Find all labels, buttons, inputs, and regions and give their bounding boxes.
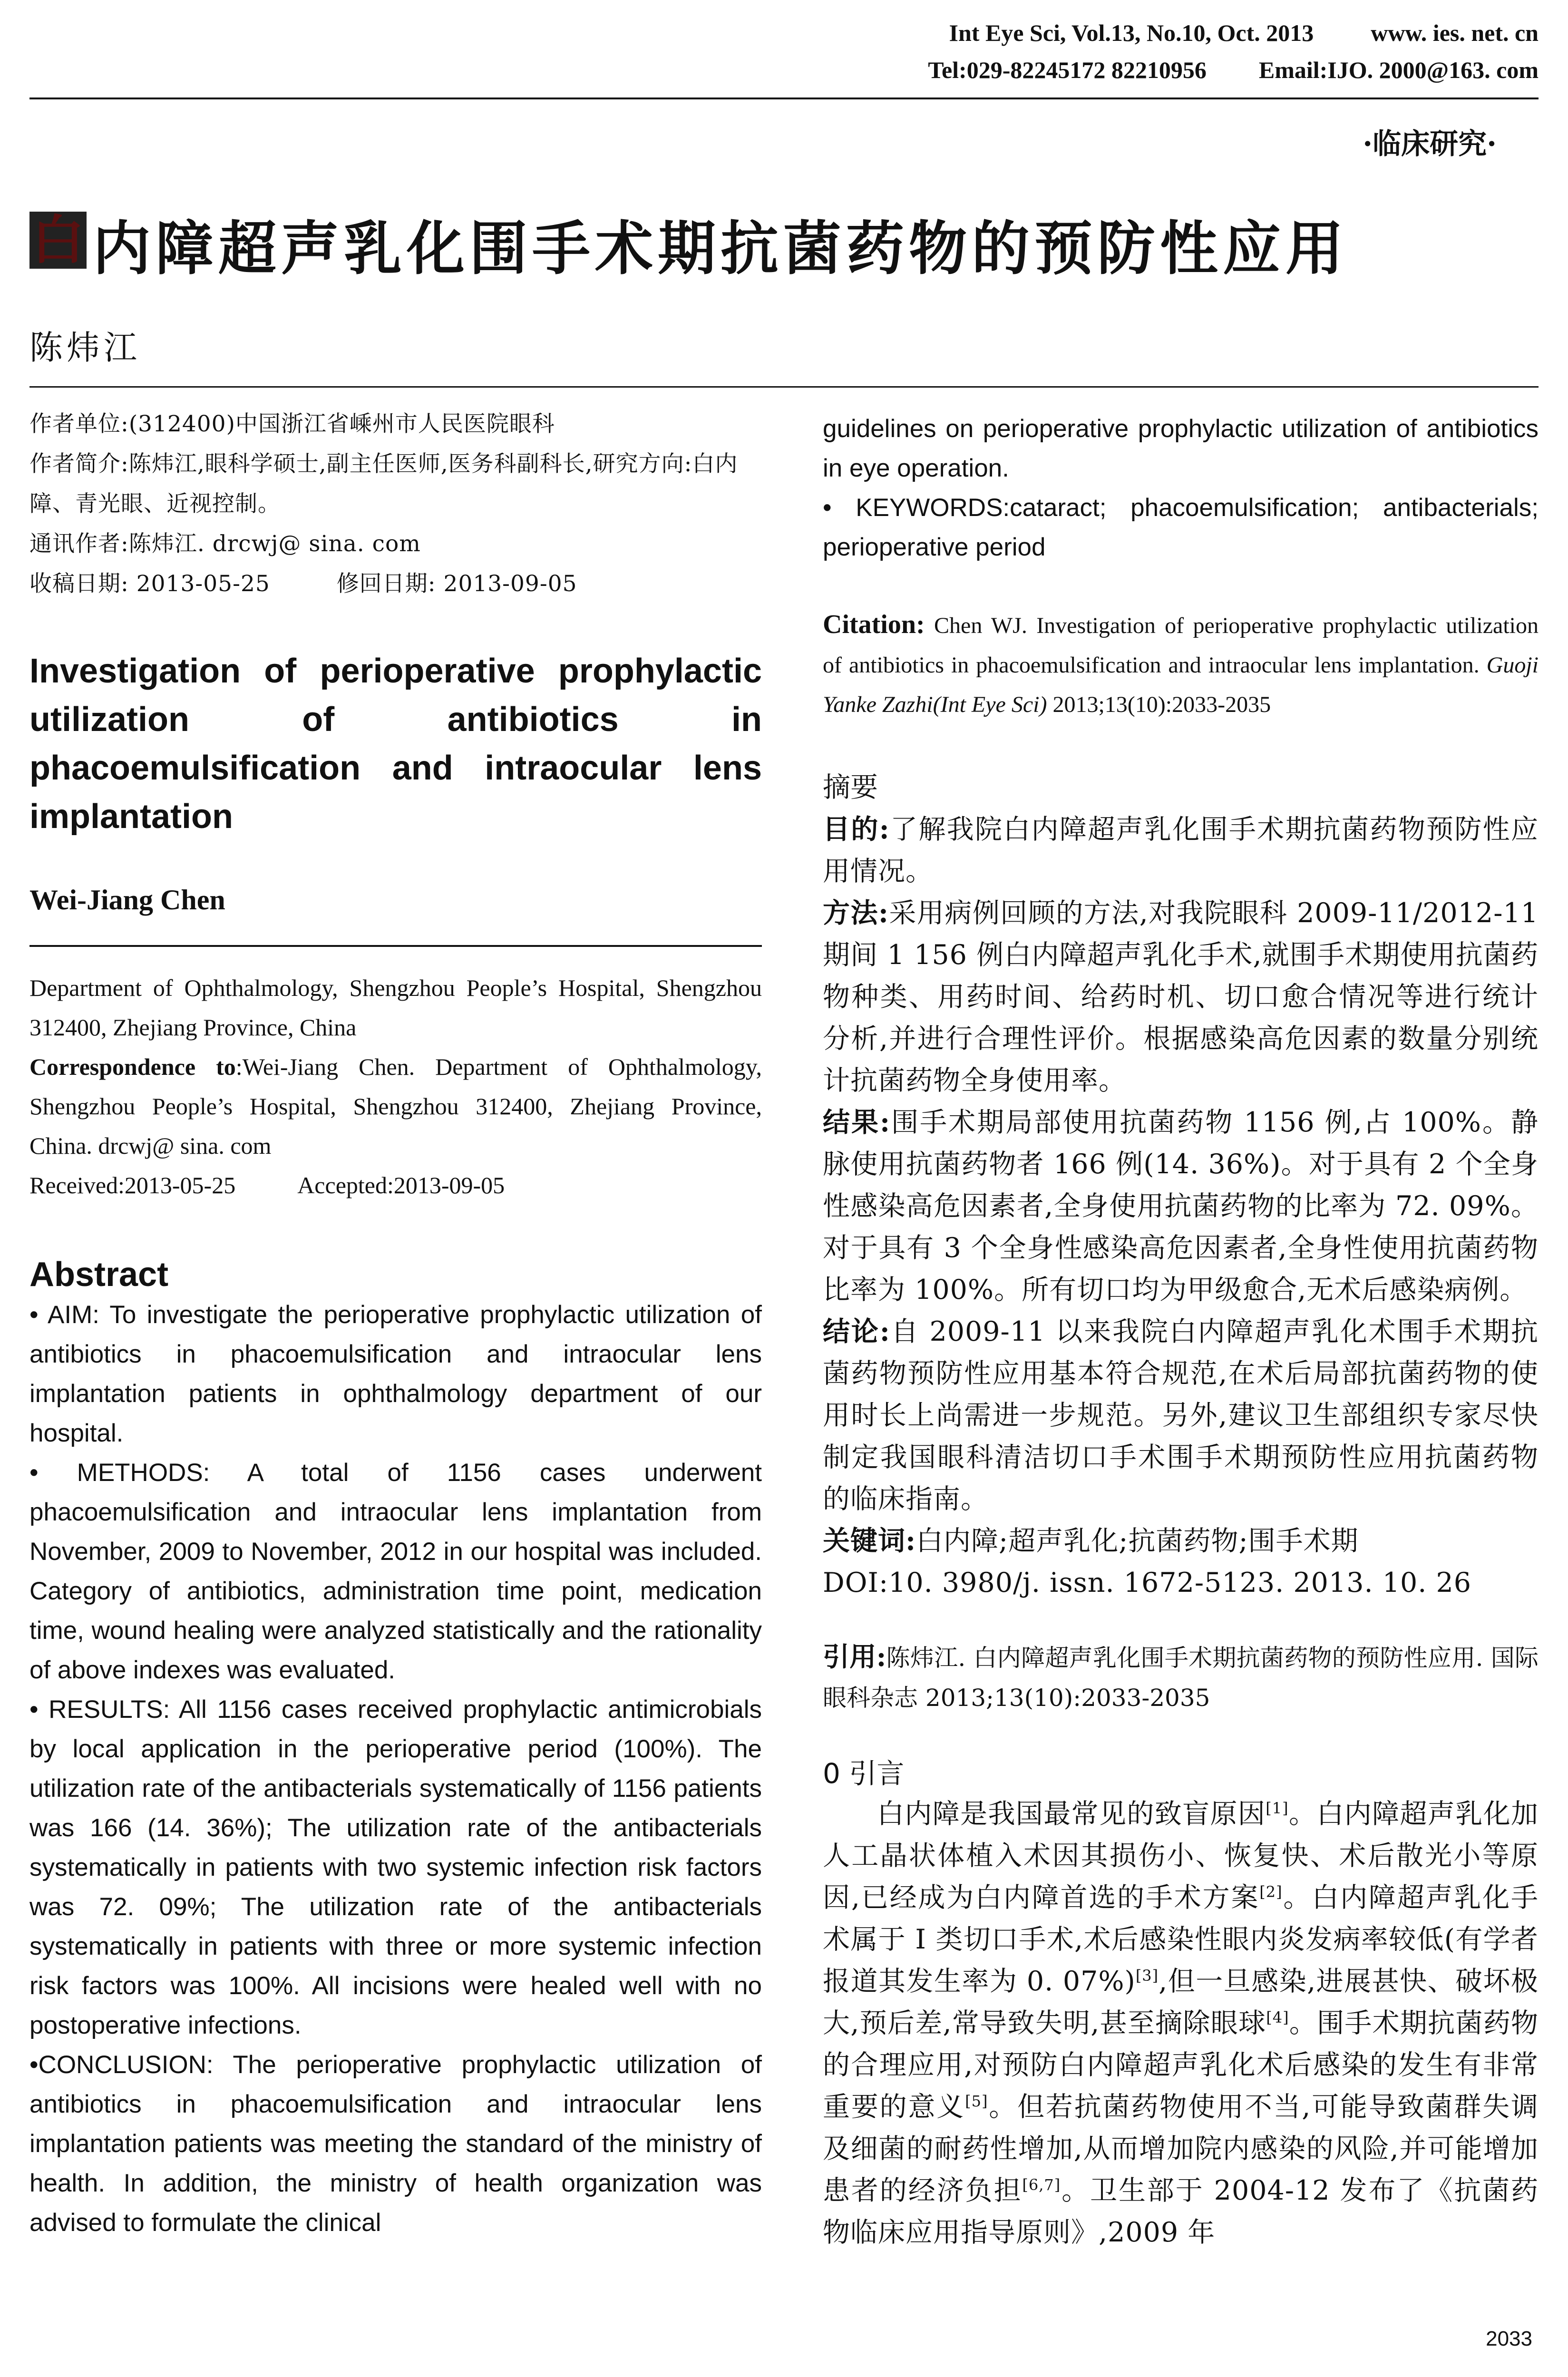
corresponding-author: 通讯作者:陈炜江. drcwj@ sina. com xyxy=(29,531,421,557)
affiliation-block xyxy=(29,968,762,1205)
conclusion-continued: guidelines on perioperative prophylactic utilization of antibiotics in eye operation. xyxy=(823,415,1539,482)
received-date-en: Received:2013-05-25 xyxy=(29,1172,236,1198)
intro-text-g: 。卫生部于 2004-12 发布了《抗菌药物临床应用指导原则》,2009 年 xyxy=(823,2175,1539,2248)
left-column xyxy=(29,404,762,2242)
intro-paragraph xyxy=(823,1793,1539,2253)
cn-aim xyxy=(823,809,1539,892)
dates-cn xyxy=(29,564,762,604)
revised-date-cn: 修回日期: 2013-09-05 xyxy=(336,571,577,597)
abstract-keywords xyxy=(823,488,1539,567)
journal-website[interactable]: www. ies. net. cn xyxy=(1371,19,1539,46)
received-date-cn: 收稿日期: 2013-05-25 xyxy=(29,571,270,597)
doi[interactable]: DOI:10. 3980/j. issn. 1672-5123. 2013. 10. 26 xyxy=(823,1567,1471,1598)
cn-abstract-heading: 摘要 xyxy=(823,771,878,803)
cn-results-text: 围手术期局部使用抗菌药物 1156 例,占 100%。静脉使用抗菌药物者 166 例(14. 36%)。对于具有 2 个全身性感染高危因素者,全身使用抗菌药物的比率为 72. 09%。对于具有 3 个全身性感染高危因素者,全身性使用抗菌药物比率为 100%。所有切口均为甲级愈合,无术后感染病例。 xyxy=(823,1107,1539,1305)
author-unit: 作者单位:(312400)中国浙江省嵊州市人民医院眼科 xyxy=(29,411,555,437)
citation-cn-text: 陈炜江. 白内障超声乳化围手术期抗菌药物的预防性应用. 国际眼科杂志 2013;13(10):2033-2035 xyxy=(823,1644,1539,1712)
header-rule xyxy=(29,97,1539,99)
section-tag: ·临床研究· xyxy=(1363,127,1497,161)
cn-keywords-label: 关键词: xyxy=(823,1525,916,1557)
ref-4[interactable]: [4] xyxy=(1266,2008,1289,2026)
cn-conclusion-label: 结论: xyxy=(823,1315,890,1347)
ref-1[interactable]: [1] xyxy=(1266,1799,1289,1817)
abstract-body xyxy=(29,1295,762,2242)
journal-header-row1 xyxy=(949,19,1539,47)
citation-tail: 2013;13(10):2033-2035 xyxy=(1047,692,1271,717)
title-initial: 白 xyxy=(29,212,87,269)
affiliation-en: Department of Ophthalmology, Shengzhou People’s Hospital, Shengzhou 312400, Zhejiang Province, China xyxy=(29,974,762,1041)
page-title: 内障超声乳化围手术期抗菌药物的预防性应用 xyxy=(93,215,1348,283)
methods-text: A total of 1156 cases underwent phacoemulsification and intraocular lens implantation from November, 2009 to November, 2012 in our hospital was included. Category of antibiotics, administration time point, medication time, wound healing were analyzed statistically and the rationality of above indexes was evaluated. xyxy=(29,1459,762,1684)
journal-tel: Tel:029-82245172 82210956 xyxy=(928,57,1207,83)
cn-methods xyxy=(823,892,1539,1101)
cn-results xyxy=(823,1101,1539,1311)
page-number: 2033 xyxy=(1486,2327,1532,2350)
ref-2[interactable]: [2] xyxy=(1259,1883,1283,1901)
dates-en xyxy=(29,1166,762,1205)
correspondence-en xyxy=(29,1047,762,1166)
ref-3[interactable]: [3] xyxy=(1135,1967,1159,1985)
methods-label: • METHODS: xyxy=(29,1459,210,1487)
ref-6-7[interactable]: [6,7] xyxy=(1022,2176,1061,2194)
cn-methods-label: 方法: xyxy=(823,897,889,929)
intro-text-c: 。白内障超声乳化手术属于 I 类切口手术,术后感染性眼内炎发病率较低(有学者报道其发生率为 0. 07%) xyxy=(823,1882,1539,1997)
accepted-date-en: Accepted:2013-09-05 xyxy=(297,1172,505,1198)
aim-text: To investigate the perioperative prophylactic utilization of antibiotics in phacoemulsification and intraocular lens implantation patients in ophthalmology department of our hospital. xyxy=(29,1301,762,1447)
author-info xyxy=(29,404,762,604)
correspondence-text: :Wei-Jiang Chen. Department of Ophthalmology, Shengzhou People’s Hospital, Shengzhou 312400, Zhejiang Province, China. drcwj@ sina. com xyxy=(29,1053,762,1159)
title-rule xyxy=(29,386,1539,388)
results-label: • RESULTS: xyxy=(29,1695,170,1724)
intro-text-d: ,但一旦感染,进展甚快、破坏极大,预后差,常导致失明,甚至摘除眼球 xyxy=(823,1966,1539,2039)
author-rule xyxy=(29,945,762,947)
citation-cn xyxy=(823,1637,1539,1718)
abstract-continued xyxy=(823,409,1539,567)
cn-conclusion-text: 自 2009-11 以来我院白内障超声乳化术围手术期抗菌药物预防性应用基本符合规范,在术后局部抗菌药物的使用时长上尚需进一步规范。另外,建议卫生部组织专家尽快制定我国眼科清洁切口手术围手术期预防性应用抗菌药物的临床指南。 xyxy=(823,1316,1539,1515)
cn-keywords-text: 白内障;超声乳化;抗菌药物;围手术期 xyxy=(916,1525,1359,1557)
intro-text-f: 。但若抗菌药物使用不当,可能导致菌群失调及细菌的耐药性增加,从而增加院内感染的风险,并可能增加患者的经济负担 xyxy=(823,2091,1539,2206)
intro-text-a: 白内障是我国最常见的致盲原因 xyxy=(877,1798,1266,1830)
intro-text-b: 。白内障超声乳化加人工晶状体植入术因其损伤小、恢复快、术后散光小等原因,已经成为白内障首选的手术方案 xyxy=(823,1798,1539,1913)
abstract-aim xyxy=(29,1295,762,1453)
cn-abstract-body xyxy=(823,809,1539,1604)
cn-keywords xyxy=(823,1520,1539,1562)
aim-label: • AIM: xyxy=(29,1301,99,1329)
results-text: All 1156 cases received prophylactic antimicrobials by local application in the perioperative period (100%). The utilization rate of the antibacterials systematically of 1156 patients was 166 (14. 36%); The utilization rate of the antibacterials systematically in patients with two systemic infection risk factors was 72. 09%; The utilization rate of the antibacterials systematically in patients with three or more systemic infection risk factors was 100%. All incisions were healed well with no postoperative infections. xyxy=(29,1695,762,2039)
correspondence-label: Correspondence to xyxy=(29,1053,236,1080)
cn-methods-text: 采用病例回顾的方法,对我院眼科 2009-11/2012-11 期间 1 156 例白内障超声乳化手术,就围手术期使用抗菌药物种类、用药时间、给药时机、切口愈合情况等进行统计分析,并进行合理性评价。根据感染高危因素的数量分别统计抗菌药物全身使用率。 xyxy=(823,897,1539,1096)
right-column xyxy=(823,409,1539,2253)
keywords-label: • KEYWORDS: xyxy=(823,494,1010,522)
citation-journal: Guoji Yanke Zazhi(Int Eye Sci) xyxy=(823,653,1539,717)
ref-5[interactable]: [5] xyxy=(965,2092,988,2110)
intro-text-e: 。围手术期抗菌药物的合理应用,对预防白内障超声乳化术后感染的发生有非常重要的意义 xyxy=(823,2007,1539,2123)
citation-en xyxy=(823,605,1539,724)
intro-heading: 0 引言 xyxy=(823,1757,905,1790)
citation-cn-label: 引用: xyxy=(823,1641,886,1673)
citation-label: Citation: xyxy=(823,610,925,639)
keywords-text: cataract; phacoemulsification; antibacterials; perioperative period xyxy=(823,494,1539,561)
cn-conclusion xyxy=(823,1311,1539,1520)
abstract-heading: Abstract xyxy=(29,1256,169,1294)
abstract-results xyxy=(29,1690,762,2045)
journal-name: Int Eye Sci, Vol.13, No.10, Oct. 2013 xyxy=(949,19,1314,46)
abstract-conclusion xyxy=(29,2045,762,2242)
citation-text: Chen WJ. Investigation of perioperative prophylactic utilization of antibiotics in phacoemulsification and intraocular lens implantation. xyxy=(823,613,1539,678)
author-name-cn: 陈炜江 xyxy=(29,328,141,367)
english-title: Investigation of perioperative prophylactic utilization of antibiotics in phacoemulsification and intraocular lens implantation xyxy=(29,652,762,836)
abstract-methods xyxy=(29,1453,762,1690)
conclusion-text: The perioperative prophylactic utilization of antibiotics in phacoemulsification and intraocular lens implantation patients was meeting the standard of the ministry of health. In addition, the ministry of health organization was advised to formulate the clinical xyxy=(29,2051,762,2237)
journal-header-row2 xyxy=(928,56,1539,84)
author-bio: 作者简介:陈炜江,眼科学硕士,副主任医师,医务科副科长,研究方向:白内障、青光眼、近视控制。 xyxy=(29,451,738,517)
journal-email[interactable]: Email:IJO. 2000@163. com xyxy=(1258,57,1539,83)
english-author: Wei-Jiang Chen xyxy=(29,884,225,916)
cn-aim-text: 了解我院白内障超声乳化围手术期抗菌药物预防性应用情况。 xyxy=(823,814,1539,887)
cn-results-label: 结果: xyxy=(823,1106,891,1138)
conclusion-label: •CONCLUSION: xyxy=(29,2051,214,2079)
cn-aim-label: 目的: xyxy=(823,813,890,845)
